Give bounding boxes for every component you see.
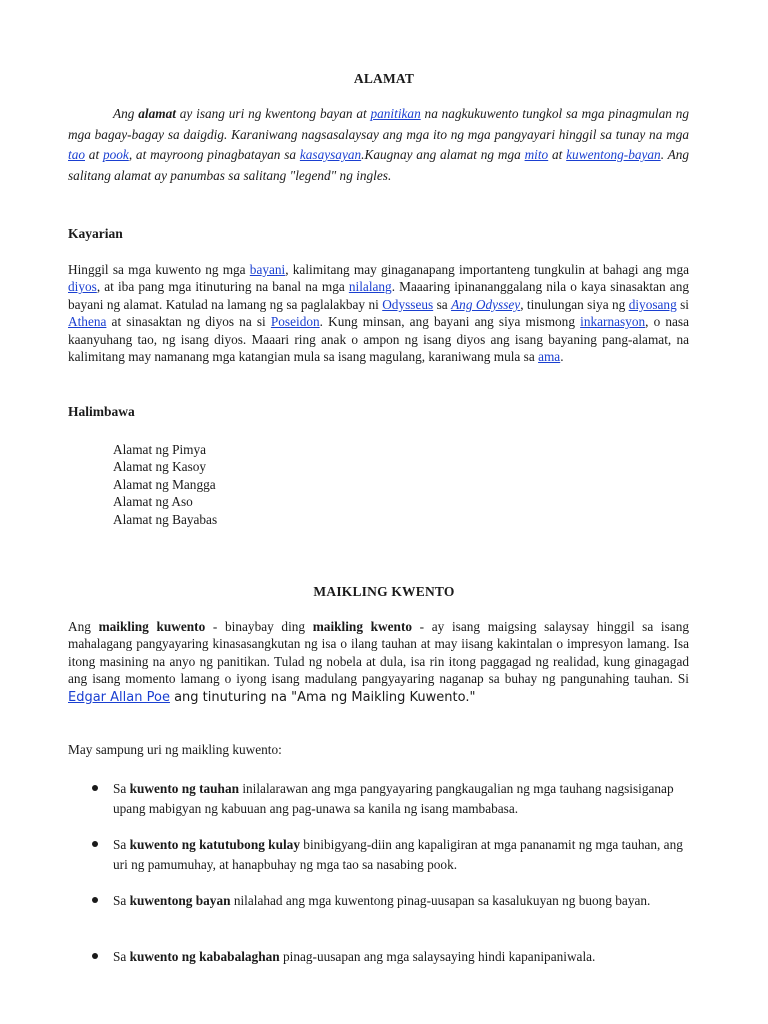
- kayarian-text-6: , tinulungan siya ng: [520, 296, 629, 312]
- link-edgar-allan-poe[interactable]: Edgar Allan Poe: [68, 689, 170, 705]
- list-item-text: pinag-uusapan ang mga salaysaying hindi kapanipaniwala.: [279, 949, 596, 964]
- alamat-intro-text-5: , at mayroong pinagbatayan sa: [128, 147, 300, 162]
- halimbawa-list: [113, 441, 217, 528]
- link-mito[interactable]: mito: [524, 147, 549, 162]
- maikling-kuwento-term: maikling kuwento: [98, 619, 206, 634]
- kayarian-paragraph: [68, 261, 689, 365]
- link-ang-odyssey[interactable]: Ang Odyssey: [451, 296, 521, 312]
- list-item: Alamat ng Kasoy: [113, 459, 207, 475]
- alamat-intro-text-8: . Ang salitang alamat ay panumbas sa salitang "legend" ng ingles.: [68, 147, 690, 183]
- sampung-uri-text: May sampung uri ng maikling kuwento:: [68, 742, 282, 757]
- kayarian-text-1: Hinggil sa mga kuwento ng mga: [68, 262, 250, 277]
- kayarian-heading: Kayarian: [68, 226, 123, 241]
- maikling-intro-text-3: - ay isang maigsing salaysay hinggil sa isang mahalagang pangyayaring kinasasangkutan ng isa o ilang tauhan at may iisang kakintalan o impresyon lamang. Isa itong masining na anyo ng panitikan. Tulad ng nobela at dula, isa rin itong paggagad ng realidad, kung ginagagad ang isang momento lamang o iyong isang madulang pangyayaring naganap sa buhay ng pangunahing tauhan. Si: [68, 619, 689, 687]
- link-diyosang[interactable]: diyosang: [628, 296, 677, 312]
- maikling-intro-text-1: Ang: [68, 619, 99, 634]
- link-kuwentong-bayan[interactable]: kuwentong-bayan: [566, 147, 661, 162]
- maikling-kwento-term: maikling kwento: [312, 619, 413, 634]
- link-tao[interactable]: tao: [68, 147, 85, 162]
- list-item: [113, 947, 689, 967]
- link-diyos[interactable]: diyos: [68, 279, 97, 295]
- halimbawa-heading: Halimbawa: [68, 404, 135, 419]
- list-item-prefix: Sa: [113, 893, 130, 908]
- alamat-intro-paragraph: [68, 104, 689, 186]
- list-item-prefix: Sa: [113, 837, 130, 852]
- kayarian-text-5: sa: [433, 296, 452, 312]
- link-inkarnasyon[interactable]: inkarnasyon: [580, 314, 646, 330]
- kayarian-text-3: , at iba pang mga itinuturing na banal na mga: [96, 279, 349, 295]
- kayarian-text-8: at sinasaktan ng diyos na si: [106, 314, 271, 330]
- alamat-intro-text-4: at: [85, 147, 103, 162]
- alamat-intro-text-3: na nagkukuwento tungkol sa mga pinagmulan ng mga bagay-bagay sa daigdig. Karaniwang nagsasalaysay ang mga ito ng mga pangyayari hinggil sa tunay na mga: [68, 106, 689, 142]
- alamat-intro-text-6: .Kaugnay ang alamat ng mga: [361, 147, 525, 162]
- list-item-prefix: Sa: [113, 781, 130, 796]
- link-odysseus[interactable]: Odysseus: [382, 296, 434, 312]
- alamat-intro-text-7: at: [548, 147, 567, 162]
- maikling-kwento-title: MAIKLING KWENTO: [313, 584, 455, 599]
- alamat-term: alamat: [138, 106, 176, 121]
- list-item: Alamat ng Bayabas: [113, 511, 218, 527]
- list-item: Alamat ng Pimya: [113, 442, 207, 457]
- list-item-prefix: Sa: [113, 949, 130, 964]
- kayarian-text-4: . Maaaring ipinananggalang nila o kaya sinasaktan ang bayani ng alamat. Katulad na lamang ng sa paglalakbay ni: [68, 279, 689, 312]
- alamat-title: ALAMAT: [353, 71, 415, 86]
- list-item-text: nilalahad ang mga kuwentong pinag-uusapan sa kasalukuyan ng buong bayan.: [230, 893, 651, 908]
- list-item-term: kuwento ng tauhan: [129, 781, 239, 796]
- link-ama[interactable]: ama: [538, 349, 561, 365]
- link-kasaysayan[interactable]: kasaysayan: [299, 147, 362, 162]
- kayarian-text-11: .: [560, 349, 564, 365]
- bullet-icon: [92, 841, 98, 847]
- link-panitikan[interactable]: panitikan: [370, 106, 421, 121]
- list-item: [113, 835, 689, 875]
- bullet-icon: [92, 785, 98, 791]
- list-item-term: kuwentong bayan: [129, 893, 231, 908]
- link-poseidon[interactable]: Poseidon: [270, 314, 320, 330]
- kayarian-text-9: . Kung minsan, ang bayani ang siya mismong: [319, 314, 581, 330]
- kayarian-text-2: , kalimitang may ginaganapang importanteng tungkulin at bahagi ang mga: [285, 262, 689, 277]
- list-item-text: binibigyang-diin ang kapaligiran at mga pananamit ng mga tauhan, ang uri ng pamumuhay, at hanapbuhay ng mga tao sa nasabing pook.: [113, 837, 683, 872]
- list-item-term: kuwento ng kababalaghan: [129, 949, 280, 964]
- list-item-text: inilalarawan ang mga pangyayaring pangkaugalian ng mga tauhang nagsisiganap upang mabigyan ng kabuuan ang pag-unawa sa kanila ng isang mambabasa.: [113, 781, 674, 816]
- alamat-intro-text-2: ay isang uri ng kwentong bayan at: [175, 106, 371, 121]
- maikling-intro-paragraph: [68, 618, 689, 706]
- maikling-intro-text-4: ang tinuturing na "Ama ng Maikling Kuwento.": [169, 689, 476, 705]
- bullet-icon: [92, 897, 98, 903]
- bullet-icon: [92, 953, 98, 959]
- kayarian-text-7: si: [676, 296, 689, 312]
- alamat-intro-text-1: Ang: [113, 106, 139, 121]
- list-item: [113, 891, 689, 911]
- maikling-intro-text-2: - binaybay ding: [205, 619, 313, 634]
- link-pook[interactable]: pook: [102, 147, 129, 162]
- link-athena[interactable]: Athena: [68, 314, 107, 330]
- list-item: [113, 779, 689, 819]
- link-bayani[interactable]: bayani: [249, 262, 286, 277]
- kayarian-text-10: , o nasa kaanyuhang tao, ng isang diyos. Maaari ring anak o ampon ng isang diyos ang isang bayaning pang-alamat, na kalimitang may namanang mga katangian mula sa isang magulang, karaniwang mula sa: [68, 314, 689, 365]
- link-nilalang[interactable]: nilalang: [348, 279, 392, 295]
- list-item-term: kuwento ng katutubong kulay: [129, 837, 300, 852]
- list-item: Alamat ng Mangga: [113, 476, 216, 492]
- list-item: Alamat ng Aso: [113, 494, 193, 510]
